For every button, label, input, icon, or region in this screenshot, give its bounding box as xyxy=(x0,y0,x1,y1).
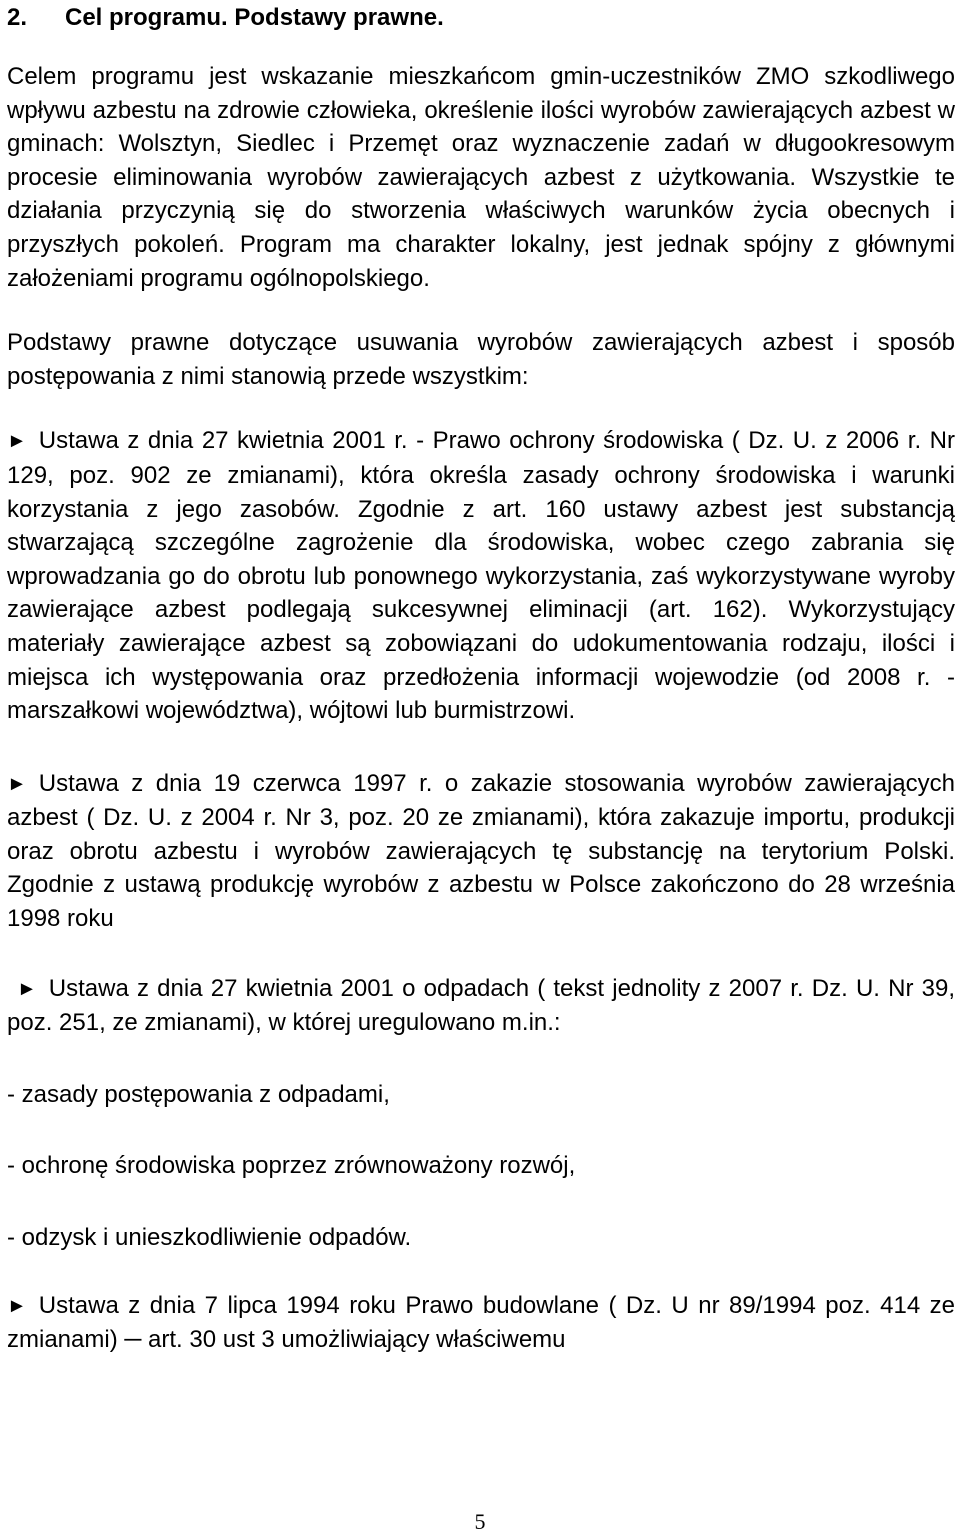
section-heading xyxy=(7,0,955,34)
act-2001-waste-item xyxy=(7,972,955,1040)
act-2001-environment-item xyxy=(7,424,955,727)
bullet-arrow-icon: ► xyxy=(7,772,27,795)
page-number: 5 xyxy=(474,1509,486,1534)
act-1994-text: Ustawa z dnia 7 lipca 1994 roku Prawo budowlane ( Dz. U nr 89/1994 poz. 414 ze zmianami) ─ art. 30 ust 3 umożliwiający właściwemu xyxy=(7,1291,955,1354)
act-1997-item xyxy=(7,767,955,936)
dash-item-waste-rules: - zasady postępowania z odpadami, xyxy=(7,1080,390,1108)
dash-item-recovery-disposal: - odzysk i unieszkodliwienie odpadów. xyxy=(7,1224,412,1252)
legal-basis-paragraph: Podstawy prawne dotyczące usuwania wyrobów zawierających azbest i sposób postępowania z nimi stanowią przede wszystkim: xyxy=(7,329,955,390)
section-title: Cel programu. Podstawy prawne. xyxy=(65,4,444,31)
bullet-arrow-icon: ► xyxy=(7,1294,27,1317)
intro-paragraph: Celem programu jest wskazanie mieszkańcom gmin-uczestników ZMO szkodliwego wpływu azbestu na zdrowie człowieka, określenie ilości wyrobów zawierających azbest w gminach: Wolsztyn, Siedlec i Przemęt oraz wyznaczenie zadań w długookresowym procesie eliminowania wyrobów zawierających azbest z użytkowania. Wszystkie te działania przyczynią się do stworzenia właściwych warunków życia obecnych i przyszłych pokoleń. Program ma charakter lokalny, jest jednak spójny z głównymi założeniami programu ogólnopolskiego. xyxy=(7,63,955,292)
act-2001-waste-text: Ustawa z dnia 27 kwietnia 2001 o odpadach ( tekst jednolity z 2007 r. Dz. U. Nr 39, poz. 251, ze zmianami), w której uregulowano m.in.: xyxy=(7,974,955,1037)
act-1997-text: Ustawa z dnia 19 czerwca 1997 r. o zakazie stosowania wyrobów zawierających azbest ( Dz. U. z 2004 r. Nr 3, poz. 20 ze zmianami), która zakazuje importu, produkcji oraz obrotu azbestu i wyrobów zawierających tę substancję na terytorium Polski. Zgodnie z ustawą produkcję wyrobów z azbestu w Polsce zakończono do 28 września 1998 roku xyxy=(7,769,955,933)
section-number: 2. xyxy=(7,4,28,31)
dash-item-sustainable-development: - ochronę środowiska poprzez zrównoważony rozwój, xyxy=(7,1152,576,1180)
act-1994-item xyxy=(7,1289,955,1357)
bullet-arrow-icon: ► xyxy=(17,977,37,1000)
document-page xyxy=(7,0,955,1357)
bullet-arrow-icon: ► xyxy=(7,430,27,453)
act-2001-environment-text: Ustawa z dnia 27 kwietnia 2001 r. - Prawo ochrony środowiska ( Dz. U. z 2006 r. Nr 129, poz. 902 ze zmianami), która określa zasady ochrony środowiska i warunki korzystania z jego zasobów. Zgodnie z art. 160 ustawy azbest jest substancją stwarzającą szczególne zagrożenie dla środowiska, wobec czego zabrania się wprowadzania go do obrotu lub ponownego wykorzystania, zaś wykorzystywane wyroby zawierające azbest podlegają sukcesywnej eliminacji (art. 162). Wykorzystujący materiały zawierające azbest są zobowiązani do udokumentowania rodzaju, ilości i miejsca ich występowania oraz przedłożenia informacji wojewodzie (od 2008 r. - marszałkowi województwa), wójtowi lub burmistrzowi. xyxy=(7,427,955,725)
